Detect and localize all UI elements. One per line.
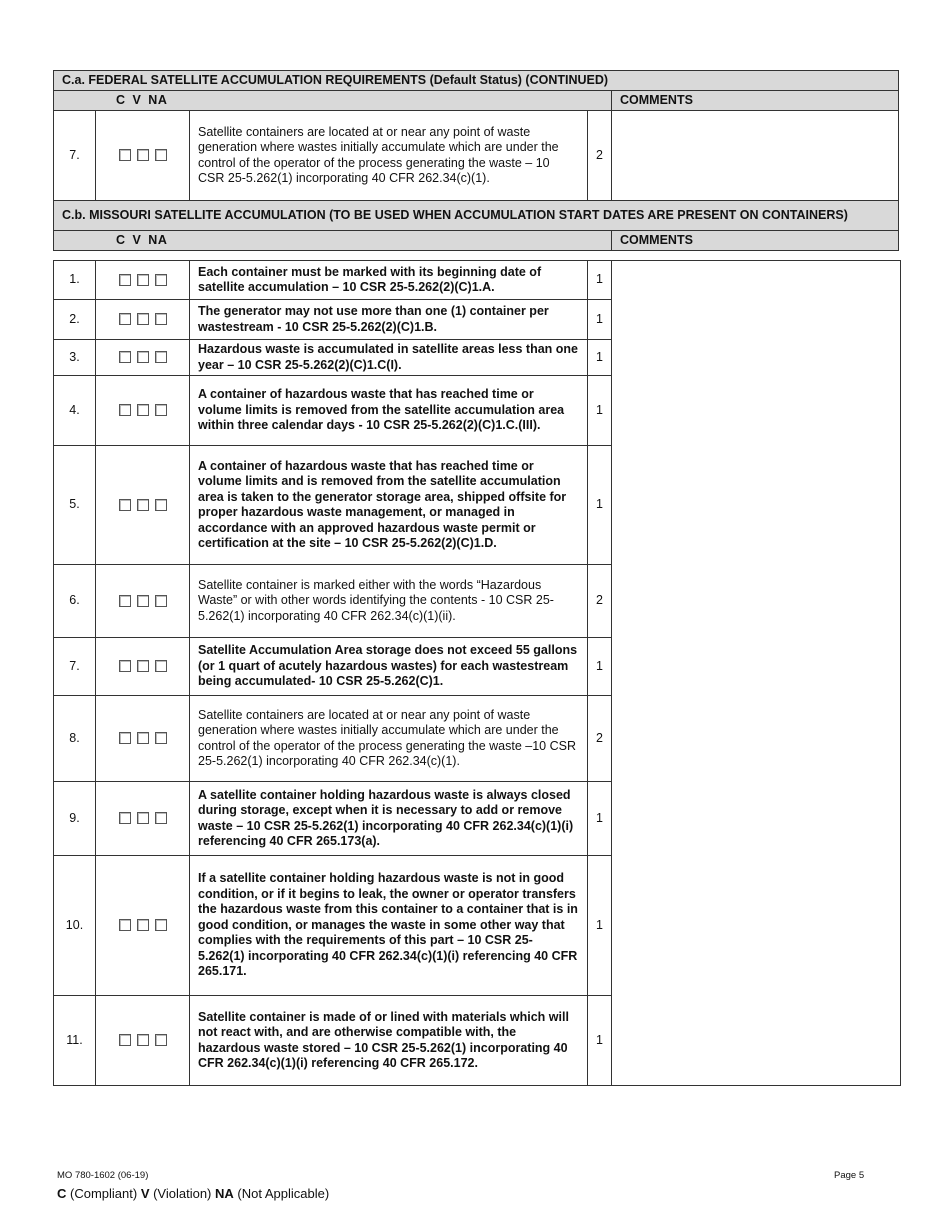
comments-header: COMMENTS: [612, 231, 899, 251]
not-applicable-checkbox[interactable]: [155, 660, 167, 672]
severity-class: 1: [588, 638, 612, 696]
cvna-checkboxes: [96, 782, 190, 856]
violation-checkbox[interactable]: [137, 149, 149, 161]
violation-checkbox[interactable]: [137, 1034, 149, 1046]
severity-class: 1: [588, 300, 612, 340]
section-b-title: C.b. MISSOURI SATELLITE ACCUMULATION (TO BE USED WHEN ACCUMULATION START DATES ARE PRESENT ON CONTAINERS): [54, 201, 899, 231]
severity-class: 2: [588, 111, 612, 201]
row-number: 6.: [54, 565, 96, 638]
form-code: MO 780-1602 (06-19): [57, 1170, 149, 1181]
not-applicable-checkbox[interactable]: [155, 919, 167, 931]
violation-checkbox[interactable]: [137, 732, 149, 744]
row-number: 7.: [54, 111, 96, 201]
row-number: 10.: [54, 856, 96, 996]
cvna-checkboxes: [96, 111, 190, 201]
legend: [57, 1186, 329, 1201]
legend-v: V: [140, 1186, 150, 1201]
cvna-checkboxes: [96, 696, 190, 782]
compliant-checkbox[interactable]: [119, 404, 131, 416]
requirement-text: If a satellite container holding hazardous waste is not in good condition, or if it begins to leak, the owner or operator transfers the hazardous waste from this container to a container that is in good condition, or manages the waste in some other way that complies with the requirements of this part – 10 CSR 25-5.262(1) incorporating 40 CFR 262.34(c)(1)(i) referencing 40 CFR 265.171.: [190, 856, 588, 996]
severity-class: 2: [588, 696, 612, 782]
severity-class: 1: [588, 856, 612, 996]
requirement-text: Hazardous waste is accumulated in satellite areas less than one year – 10 CSR 25-5.262(2)(C)1.C(I).: [190, 340, 588, 376]
cvna-checkboxes: [96, 300, 190, 340]
not-applicable-checkbox[interactable]: [155, 274, 167, 286]
row-number: 2.: [54, 300, 96, 340]
missouri-satellite-table: [53, 260, 901, 1086]
table-row: [54, 111, 899, 201]
legend-v-text: (Violation): [149, 1186, 215, 1201]
requirement-text: A container of hazardous waste that has reached time or volume limits is removed from the satellite accumulation area within three calendar days - 10 CSR 25-5.262(2)(C)1.C.(III).: [190, 376, 588, 446]
compliant-checkbox[interactable]: [119, 149, 131, 161]
violation-checkbox[interactable]: [137, 404, 149, 416]
severity-class: 1: [588, 446, 612, 565]
severity-class: 2: [588, 565, 612, 638]
not-applicable-checkbox[interactable]: [155, 1034, 167, 1046]
cvna-checkboxes: [96, 638, 190, 696]
row-number: 3.: [54, 340, 96, 376]
not-applicable-checkbox[interactable]: [155, 595, 167, 607]
row-number: 9.: [54, 782, 96, 856]
violation-checkbox[interactable]: [137, 812, 149, 824]
severity-class: 1: [588, 996, 612, 1086]
violation-checkbox[interactable]: [137, 499, 149, 511]
row-number: 7.: [54, 638, 96, 696]
row-number: 5.: [54, 446, 96, 565]
cvna-checkboxes: [96, 996, 190, 1086]
row-number: 8.: [54, 696, 96, 782]
cvna-checkboxes: [96, 446, 190, 565]
cvna-header: C V NA: [54, 231, 612, 251]
violation-checkbox[interactable]: [137, 274, 149, 286]
not-applicable-checkbox[interactable]: [155, 812, 167, 824]
compliant-checkbox[interactable]: [119, 1034, 131, 1046]
requirement-text: A container of hazardous waste that has reached time or volume limits and is removed from the satellite accumulation area is taken to the generator storage area, shipped offsite for proper hazardous waste management, or managed in accordance with an approved hazardous waste permit or certification at the site – 10 CSR 25-5.262(2)(C)1.D.: [190, 446, 588, 565]
row-number: 1.: [54, 261, 96, 300]
severity-class: 1: [588, 261, 612, 300]
table-row: [54, 261, 901, 300]
requirement-text: Each container must be marked with its beginning date of satellite accumulation – 10 CSR 25-5.262(2)(C)1.A.: [190, 261, 588, 300]
requirement-text: Satellite container is made of or lined with materials which will not react with, and are otherwise compatible with, the hazardous waste stored – 10 CSR 25-5.262(1) incorporating 40 CFR 262.34(c)(1)(i) referencing 40 CFR 265.172.: [190, 996, 588, 1086]
cvna-checkboxes: [96, 565, 190, 638]
compliant-checkbox[interactable]: [119, 313, 131, 325]
cvna-header: C V NA: [54, 91, 612, 111]
compliant-checkbox[interactable]: [119, 274, 131, 286]
legend-c: C: [57, 1186, 67, 1201]
compliant-checkbox[interactable]: [119, 660, 131, 672]
cvna-checkboxes: [96, 376, 190, 446]
legend-na: NA: [215, 1186, 234, 1201]
comment-field[interactable]: [612, 261, 901, 1086]
requirement-text: The generator may not use more than one (1) container per wastestream - 10 CSR 25-5.262(2)(C)1.B.: [190, 300, 588, 340]
row-number: 4.: [54, 376, 96, 446]
cvna-checkboxes: [96, 856, 190, 996]
not-applicable-checkbox[interactable]: [155, 499, 167, 511]
violation-checkbox[interactable]: [137, 351, 149, 363]
not-applicable-checkbox[interactable]: [155, 404, 167, 416]
not-applicable-checkbox[interactable]: [155, 732, 167, 744]
comments-header: COMMENTS: [612, 91, 899, 111]
federal-satellite-table: [53, 70, 899, 251]
compliant-checkbox[interactable]: [119, 919, 131, 931]
legend-c-text: (Compliant): [66, 1186, 141, 1201]
severity-class: 1: [588, 340, 612, 376]
violation-checkbox[interactable]: [137, 313, 149, 325]
severity-class: 1: [588, 782, 612, 856]
not-applicable-checkbox[interactable]: [155, 351, 167, 363]
comment-field[interactable]: [612, 111, 899, 201]
compliant-checkbox[interactable]: [119, 732, 131, 744]
cvna-checkboxes: [96, 340, 190, 376]
compliant-checkbox[interactable]: [119, 812, 131, 824]
requirement-text: Satellite Accumulation Area storage does not exceed 55 gallons (or 1 quart of acutely hazardous wastes) for each wastestream being accumulated- 10 CSR 25-5.262(C)1.: [190, 638, 588, 696]
requirement-text: A satellite container holding hazardous waste is always closed during storage, except when it is necessary to add or remove waste – 10 CSR 25-5.262(1) incorporating 40 CFR 262.34(c)(1)(i) referencing 40 CFR 265.173(a).: [190, 782, 588, 856]
compliant-checkbox[interactable]: [119, 351, 131, 363]
requirement-text: Satellite containers are located at or near any point of waste generation where wastes initially accumulate which are under the control of the operator of the process generating the waste –10 CSR 25-5.262(1) incorporating 40 CFR 262.34(c)(1).: [190, 696, 588, 782]
violation-checkbox[interactable]: [137, 660, 149, 672]
violation-checkbox[interactable]: [137, 595, 149, 607]
not-applicable-checkbox[interactable]: [155, 313, 167, 325]
page-number: Page 5: [834, 1170, 865, 1181]
not-applicable-checkbox[interactable]: [155, 149, 167, 161]
row-number: 11.: [54, 996, 96, 1086]
violation-checkbox[interactable]: [137, 919, 149, 931]
requirement-text: Satellite containers are located at or near any point of waste generation where wastes initially accumulate which are under the control of the operator of the process generating the waste – 10 CSR 25-5.262(1) incorporating 40 CFR 262.34(c)(1).: [190, 111, 588, 201]
legend-na-text: (Not Applicable): [233, 1186, 330, 1201]
requirement-text: Satellite container is marked either with the words “Hazardous Waste” or with other words identifying the contents - 10 CSR 25-5.262(1) incorporating 40 CFR 262.34(c)(1)(ii).: [190, 565, 588, 638]
cvna-checkboxes: [96, 261, 190, 300]
compliant-checkbox[interactable]: [119, 595, 131, 607]
compliant-checkbox[interactable]: [119, 499, 131, 511]
severity-class: 1: [588, 376, 612, 446]
section-a-title: C.a. FEDERAL SATELLITE ACCUMULATION REQUIREMENTS (Default Status) (CONTINUED): [54, 71, 899, 91]
